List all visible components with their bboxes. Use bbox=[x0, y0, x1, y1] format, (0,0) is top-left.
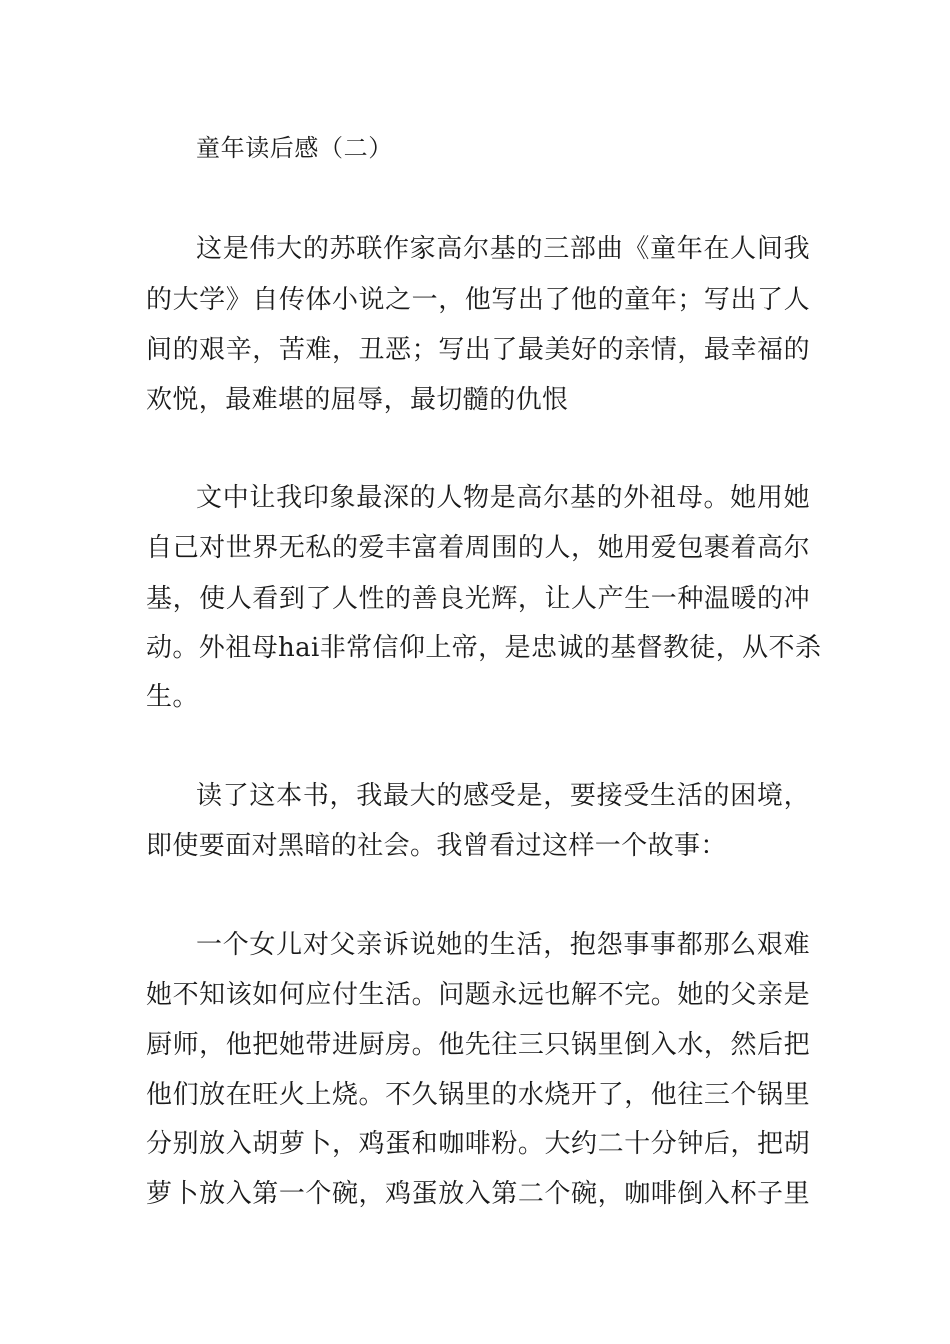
document-title: 童年读后感（二） bbox=[196, 134, 393, 162]
paragraph-2-line-4: 动。外祖母hai非常信仰上帝，是忠诚的基督教徒，从不杀 bbox=[146, 633, 822, 663]
paragraph-4-line-6: 萝卜放入第一个碗，鸡蛋放入第二个碗，咖啡倒入杯子里 bbox=[146, 1179, 810, 1209]
paragraph-1-line-3: 间的艰辛，苦难，丑恶；写出了最美好的亲情，最幸福的 bbox=[146, 335, 810, 365]
paragraph-4-line-1: 一个女儿对父亲诉说她的生活，抱怨事事都那么艰难 bbox=[196, 930, 810, 960]
paragraph-3-line-2: 即使要面对黑暗的社会。我曾看过这样一个故事： bbox=[146, 831, 727, 861]
paragraph-1-line-1: 这是伟大的苏联作家高尔基的三部曲《童年在人间我 bbox=[196, 234, 810, 264]
paragraph-2-line-3: 基，使人看到了人性的善良光辉，让人产生一种温暖的冲 bbox=[146, 584, 810, 614]
paragraph-4-line-2: 她不知该如何应付生活。问题永远也解不完。她的父亲是 bbox=[146, 980, 810, 1010]
paragraph-4-line-4: 他们放在旺火上烧。不久锅里的水烧开了，他往三个锅里 bbox=[146, 1080, 810, 1110]
paragraph-3-line-1: 读了这本书，我最大的感受是，要接受生活的困境， bbox=[196, 781, 810, 811]
paragraph-4-line-3: 厨师，他把她带进厨房。他先往三只锅里倒入水，然后把 bbox=[146, 1030, 810, 1060]
paragraph-2-line-1: 文中让我印象最深的人物是高尔基的外祖母。她用她 bbox=[196, 483, 810, 513]
paragraph-1-line-2: 的大学》自传体小说之一，他写出了他的童年；写出了人 bbox=[146, 285, 810, 315]
paragraph-1-line-4: 欢悦，最难堪的屈辱，最切髓的仇恨 bbox=[146, 385, 569, 415]
paragraph-2-line-5: 生。 bbox=[146, 682, 199, 712]
paragraph-2-line-2: 自己对世界无私的爱丰富着周围的人，她用爱包裹着高尔 bbox=[146, 533, 810, 563]
paragraph-4-line-5: 分别放入胡萝卜，鸡蛋和咖啡粉。大约二十分钟后，把胡 bbox=[146, 1129, 810, 1159]
